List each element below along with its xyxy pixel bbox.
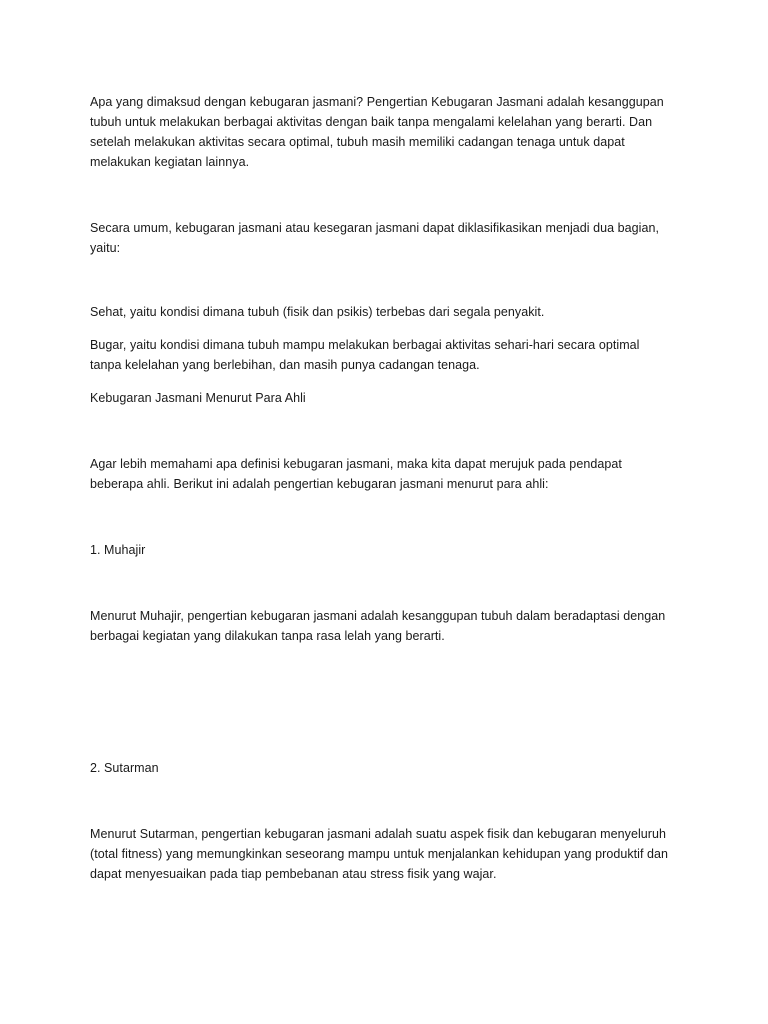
text-line: Menurut Sutarman, pengertian kebugaran jasmani adalah suatu aspek fisik dan kebugaran menyeluruh xyxy=(90,827,666,841)
text-line: Bugar, yaitu kondisi dimana tubuh mampu melakukan berbagai aktivitas sehari-hari secara optimal xyxy=(90,338,640,352)
text-line: 1. Muhajir xyxy=(90,543,146,557)
text-line: melakukan kegiatan lainnya. xyxy=(90,155,250,169)
text-line: Secara umum, kebugaran jasmani atau kesegaran jasmani dapat diklasifikasikan menjadi dua bagian, xyxy=(90,221,660,235)
text-line: dapat menyesuaikan pada tiap pembebanan atau stress fisik yang wajar. xyxy=(90,867,497,881)
text-line: Kebugaran Jasmani Menurut Para Ahli xyxy=(90,391,306,405)
section-heading xyxy=(90,388,690,408)
text-line: Apa yang dimaksud dengan kebugaran jasmani? Pengertian Kebugaran Jasmani adalah kesanggupan xyxy=(90,95,664,109)
text-line: tanpa kelelahan yang berlebihan, dan masih punya cadangan tenaga. xyxy=(90,358,480,372)
classification-paragraph xyxy=(90,218,690,258)
expert-heading-sutarman xyxy=(90,758,690,778)
intro-paragraph xyxy=(90,92,690,172)
text-line: Menurut Muhajir, pengertian kebugaran jasmani adalah kesanggupan tubuh dalam beradaptasi dengan xyxy=(90,609,666,623)
expert-heading-muhajir xyxy=(90,540,690,560)
bugar-paragraph xyxy=(90,335,690,375)
text-line: tubuh untuk melakukan berbagai aktivitas dengan baik tanpa mengalami kelelahan yang berarti. Dan xyxy=(90,115,653,129)
text-line: berbagai kegiatan yang dilakukan tanpa rasa lelah yang berarti. xyxy=(90,629,445,643)
text-line: Sehat, yaitu kondisi dimana tubuh (fisik dan psikis) terbebas dari segala penyakit. xyxy=(90,305,545,319)
sutarman-paragraph xyxy=(90,824,690,884)
sehat-paragraph xyxy=(90,302,690,322)
text-line: setelah melakukan aktivitas secara optimal, tubuh masih memiliki cadangan tenaga untuk dapat xyxy=(90,135,625,149)
text-line: beberapa ahli. Berikut ini adalah pengertian kebugaran jasmani menurut para ahli: xyxy=(90,477,549,491)
text-line: Agar lebih memahami apa definisi kebugaran jasmani, maka kita dapat merujuk pada pendapat xyxy=(90,457,622,471)
experts-intro-paragraph xyxy=(90,454,690,494)
text-line: (total fitness) yang memungkinkan seseorang mampu untuk menjalankan kehidupan yang produktif dan xyxy=(90,847,669,861)
text-line: yaitu: xyxy=(90,241,121,255)
text-line: 2. Sutarman xyxy=(90,761,159,775)
muhajir-paragraph xyxy=(90,606,690,646)
